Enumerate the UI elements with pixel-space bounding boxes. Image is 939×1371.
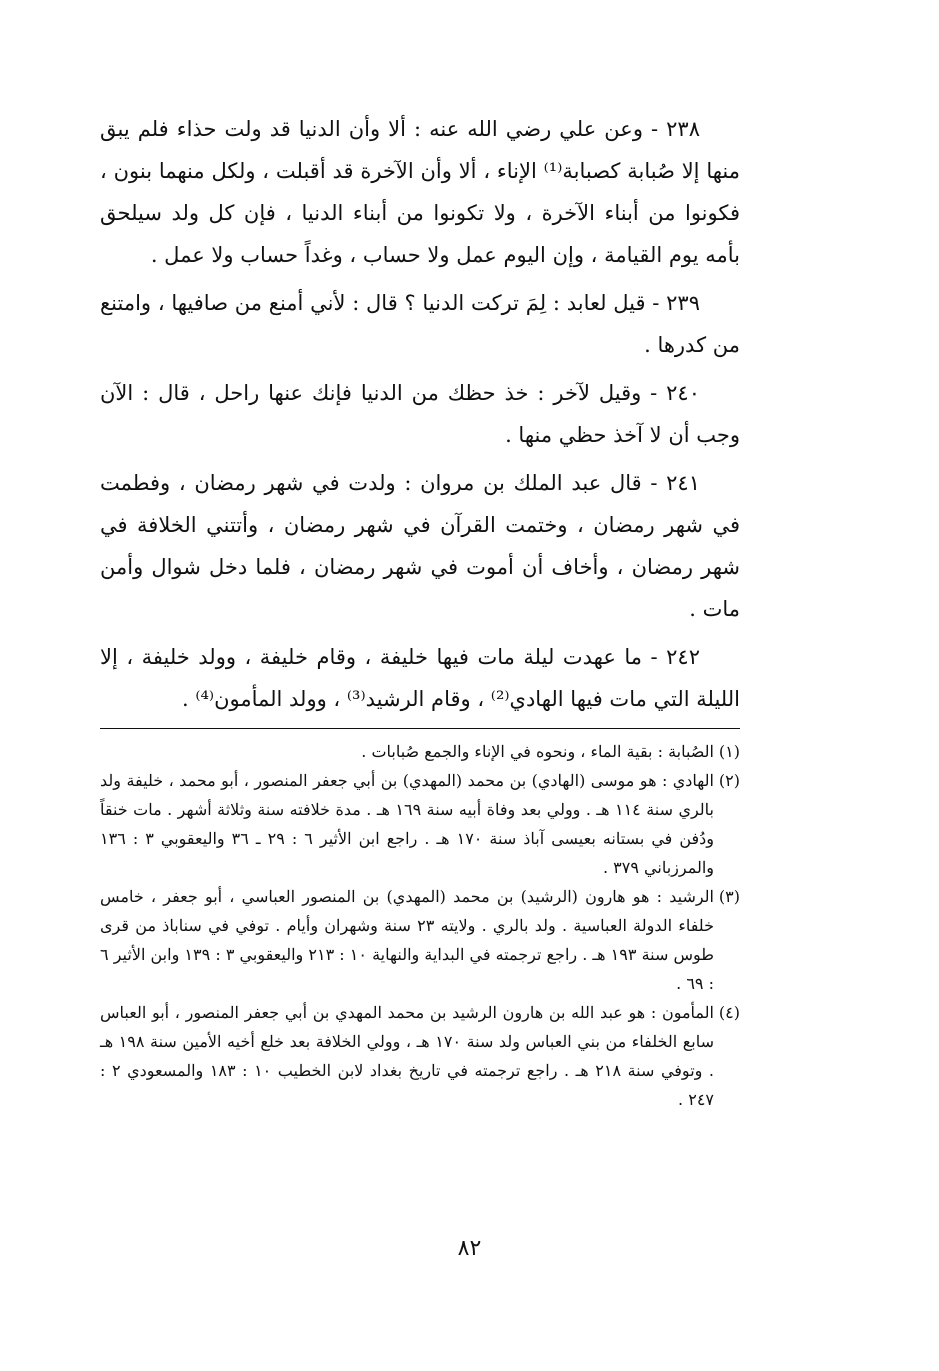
paragraph-239: ٢٣٩ - قيل لعابد : لِمَ تركت الدنيا ؟ قال : لأني أمنع من صافيها ، وامتنع من كدرها . <box>100 291 740 357</box>
footnote-number: (٤) <box>718 1003 740 1022</box>
footnote-text: المأمون : هو عبد الله بن هارون الرشيد بن محمد المهدي بن أبي جعفر المنصور ، أبو العباس سابع الخلفاء من بني العباس ولد سنة ١٧٠ هـ ، وولي الخلافة بعد خلع أخيه الأمين سنة ١٩٨ هـ . وتوفي سنة ٢١٨ هـ . راجع ترجمته في تاريخ بغداد لابن الخطيب ١٠ : ١٨٣ والمسعودي ٢ : ٢٤٧ . <box>100 1003 715 1109</box>
footnote-number: (١) <box>718 742 740 761</box>
footnote-text: الرشيد : هو هارون (الرشيد) بن محمد (المهدي) بن المنصور العباسي ، أبو جعفر ، خامس خلفاء الدولة العباسية . ولد بالري . ولايته ٢٣ سنة وشهران وأيام . توفي في سناباذ من قرى طوس سنة ١٩٣ هـ . راجع ترجمته في البداية والنهاية ١٠ : ٢١٣ واليعقوبي ٣ : ١٣٩ وابن الأثير ٦ : ٦٩ . <box>100 887 715 993</box>
footnote-text: الهادي : هو موسى (الهادي) بن محمد (المهدي) بن أبي جعفر المنصور ، أبو محمد ، خليفة ولد بالري سنة ١١٤ هـ . وولي بعد وفاة أبيه سنة ١٦٩ هـ . مدة خلافته سنة وثلاثة أشهر . مات خنقاً ودُفن في بستانه بعيسى آباذ سنة ١٧٠ هـ . راجع ابن الأثير ٦ : ٢٩ ـ ٣٦ واليعقوبي ٣ : ١٣٦ والمرزباني ٣٧٩ . <box>100 771 715 877</box>
footnote-number: (٢) <box>718 771 740 790</box>
footnote-number: (٣) <box>718 887 740 906</box>
paragraph-238: ٢٣٨ - وعن علي رضي الله عنه : ألا وأن الدنيا قد ولت حذاء فلم يبق منها إلا صُبابة كصبابة⁽¹⁾ الإناء ، ألا وأن الآخرة قد أقبلت ، ولكل منهما بنون ، فكونوا من أبناء الآخرة ، ولا تكونوا من أبناء الدنيا ، فإن كل ولد سيلحق بأمه يوم القيامة ، وإن اليوم عمل ولا حساب ، وغداً حساب ولا عمل . <box>100 117 740 267</box>
paragraph-242: ٢٤٢ - ما عهدت ليلة مات فيها خليفة ، وقام خليفة ، وولد خليفة ، إلا الليلة التي مات فيها الهادي⁽²⁾ ، وقام الرشيد⁽³⁾ ، وولد المأمون⁽⁴⁾ . <box>100 645 740 711</box>
footnote-divider <box>100 728 740 729</box>
footnote-1 <box>100 737 740 766</box>
footnotes <box>100 737 740 1114</box>
footnote-text: الصُبابة : بقية الماء ، ونحوه في الإناء والجمع صُبابات . <box>361 742 714 761</box>
paragraph-241: ٢٤١ - قال عبد الملك بن مروان : ولدت في شهر رمضان ، وفطمت في شهر رمضان ، وختمت القرآن في شهر رمضان ، وأتتني الخلافة في شهر رمضان ، وأخاف أن أموت في شهر رمضان ، فلما دخل شوال وأمن مات . <box>100 471 740 621</box>
footnote-2 <box>100 766 740 882</box>
paragraph-240: ٢٤٠ - وقيل لآخر : خذ حظك من الدنيا فإنك عنها راحل ، قال : الآن وجب أن لا آخذ حظي منها . <box>100 381 740 447</box>
page-number: ٨٢ <box>457 1236 482 1261</box>
footnote-4 <box>100 998 740 1114</box>
footnote-3 <box>100 882 740 998</box>
page-body <box>100 108 740 1114</box>
